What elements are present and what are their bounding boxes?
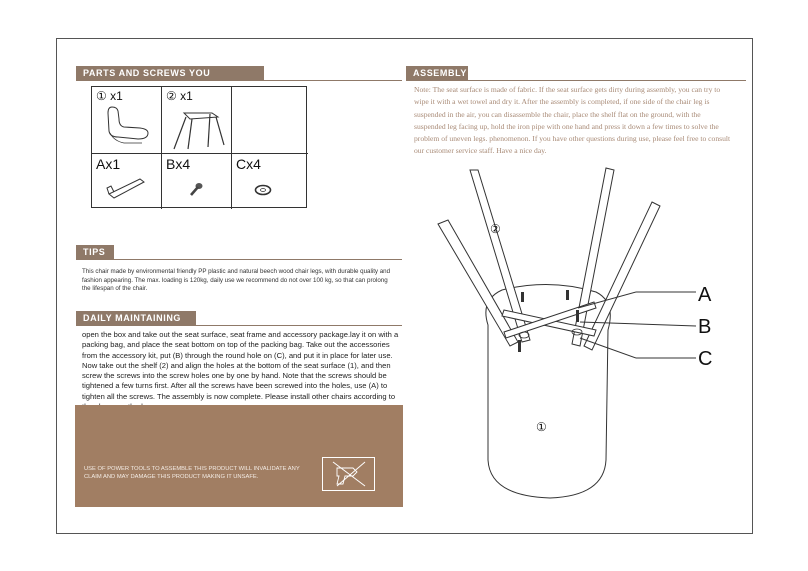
tips-text: This chair made by environmental friendly PP plastic and natural beech wood chair legs, with durable quality and fashion appearing. The max. loading is 120kg, daily use we recommend do not over 100 kg, so that can prolong the lifespan of the chair. — [82, 268, 391, 292]
screw-icon — [188, 182, 204, 198]
empty-cell — [232, 87, 308, 154]
no-power-tools-box — [322, 457, 375, 491]
assembly-diagram — [420, 160, 720, 505]
parts-section-header: PARTS AND SCREWS YOU RECEIVED — [76, 66, 264, 81]
part-a-cell — [92, 154, 162, 209]
screw-3 — [576, 310, 579, 322]
part-c-cell — [232, 154, 308, 209]
no-power-tools-icon — [323, 458, 374, 490]
part-c-label: Cx4 — [236, 156, 261, 172]
warning-text: USE OF POWER TOOLS TO ASSEMBLE THIS PRODUCT WILL INVALIDATE ANY CLAIM AND MAY DAMAGE THIS PRODUCT MAKING IT UNSAFE. — [84, 466, 300, 480]
callout-a-label: A — [698, 284, 712, 306]
part-2-cell — [162, 87, 232, 154]
allen-key-icon — [106, 176, 150, 200]
screw-2 — [566, 290, 569, 300]
callout-c-label: C — [698, 348, 713, 370]
part-1-marker: ① — [536, 420, 547, 434]
tips-header-rule — [114, 259, 402, 260]
daily-header-rule — [196, 325, 402, 326]
parts-table — [91, 86, 307, 208]
callout-b-label: B — [698, 316, 712, 338]
tips-section-header: TIPS — [76, 245, 114, 260]
washer-icon — [254, 184, 272, 196]
part-2-label: ② x1 — [166, 89, 193, 103]
chair-seat-icon — [104, 105, 152, 149]
daily-section-header: DAILY MAINTAINING — [76, 311, 196, 326]
part-b-label: Bx4 — [166, 156, 191, 172]
chair-frame-icon — [170, 103, 226, 151]
assembly-section-header: ASSEMBLY — [406, 66, 468, 81]
part-2-marker: ② — [490, 222, 501, 236]
daily-maintaining-text: open the box and take out the seat surface, seat frame and accessory package.lay it on with a packing bag, and place the seat bottom on top of the packing bag. Take out the accessories from the accessory kit, put (B) through the round hole on (C), and put it in place for later use. Now take out the shelf (2) and align the holes at the bottom of the seat surface (1), and then screw the screws into the screw holes one by one by hand. Note that the screws should be tightened a few turns first. After all the screws have been screwed into the holes, use (A) to tighten all the screws. The assembly is now complete. Please install other chairs according to — [82, 330, 399, 401]
assembly-note: Note: The seat surface is made of fabric. If the seat surface gets dirty during assembly, you can try to wipe it with a wet towel and dry it. After the assembly is completed, if one side of the chair leg is suspended in the air, you can disassemble the chair, place the shelf flat on the ground, with the suspended leg facing up, hold the iron pipe with one hand and press it down a few times to solve the problem of uneven legs. phenomenon. If you have other questions during use, please feel free to consult our customer service staff. Have a nice day. — [414, 85, 731, 156]
part-a-label: Ax1 — [96, 156, 121, 172]
assembly-header-rule — [468, 80, 746, 81]
part-1-cell — [92, 87, 162, 154]
parts-header-rule — [264, 80, 402, 81]
part-b-cell — [162, 154, 232, 209]
screw-1 — [521, 292, 524, 302]
screw-4 — [518, 340, 521, 352]
part-1-label: ① x1 — [96, 89, 123, 103]
